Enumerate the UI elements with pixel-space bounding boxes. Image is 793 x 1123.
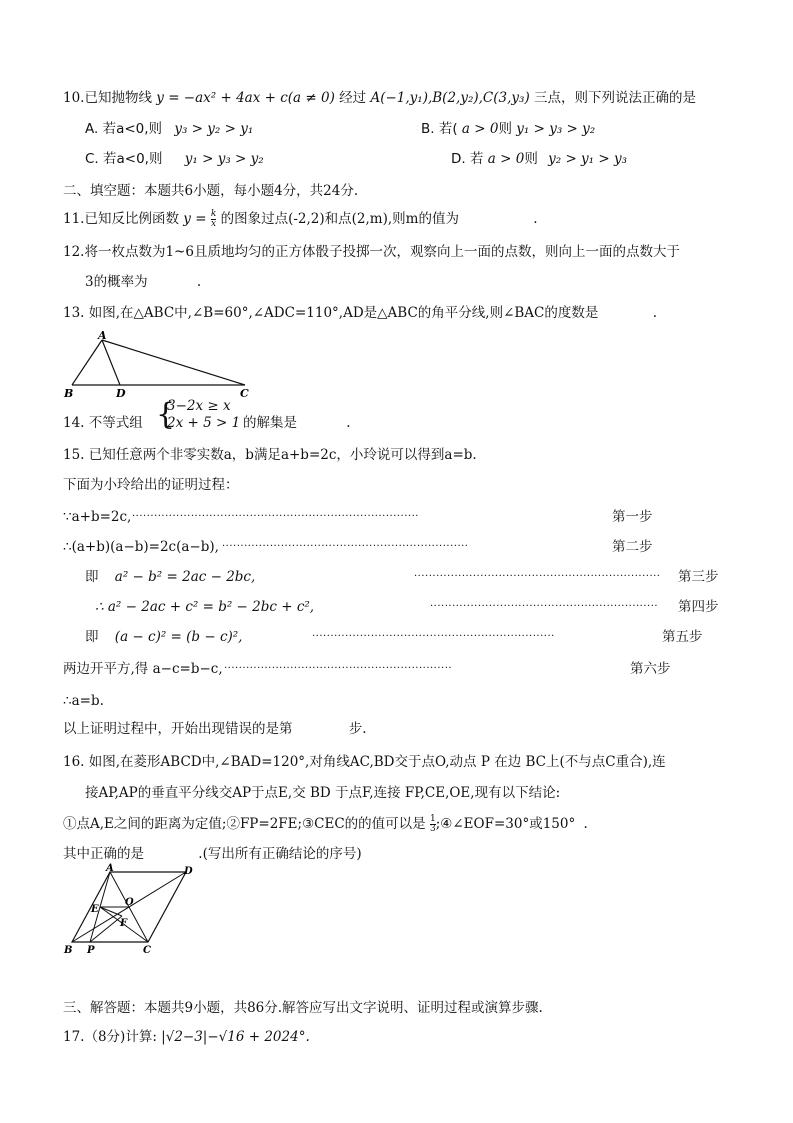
q15-step1-label: 第一步: [612, 509, 653, 525]
q12-line1: 12.将一枚点数为1~6且质地均匀的正方体骰子投掷一次，观察向上一面的点数，则向上一面的点数大于: [63, 244, 680, 260]
q15-step4-text: ∴ a² − 2ac + c² = b² − 2bc + c²,: [95, 599, 315, 615]
q16-fraction: $\frac{1}{3}$: [429, 814, 436, 834]
q16-label-p: P: [87, 945, 95, 956]
q13-bisector-ad: [102, 340, 120, 385]
q15-step3-text: 即 a² − b² = 2ac − 2bc,: [85, 569, 256, 585]
q10-option-a: A. 若a<0,则 y₃ > y₂ > y₁: [85, 121, 254, 137]
q15-step4-dots: ······························································: [430, 601, 659, 612]
q10-option-c: C. 若a<0,则 y₁ > y₃ > y₂: [85, 151, 264, 167]
q11: 11.已知反比例函数 y = $\frac{k}{x}$ 的图象过点(-2,2)和点(2,m),则m的值为 .: [63, 209, 538, 229]
q15-step3-label: 第三步: [678, 569, 719, 585]
q13-triangle-figure: [60, 330, 260, 402]
q15-line1: 15. 已知任意两个非零实数a，b满足a+b=2c，小玲说可以得到a=b.: [63, 447, 477, 463]
q13-label-a: A: [98, 330, 107, 342]
q14-prefix: 14. 不等式组: [63, 415, 143, 431]
q13-side-ab: [72, 340, 102, 385]
q15-step3-dots: ···································································: [414, 571, 661, 582]
section2-heading: 二、填空题：本题共6小题，每小题4分，共24分.: [63, 183, 359, 199]
q16-label-c: C: [143, 945, 151, 956]
q10-parabola-formula: y = −ax² + 4ax + c(a ≠ 0): [156, 90, 335, 106]
q10-option-d: D. 若 a > 0则 y₂ > y₁ > y₃: [451, 151, 628, 167]
q15-step6-dots: ······························································: [224, 663, 453, 674]
q14-suffix: 的解集是 .: [243, 415, 351, 431]
q16-line1: 16. 如图,在菱形ABCD中,∠BAD=120°,对角线AC,BD交于点O,动点 P 在边 BC上(不与点C重合),连: [63, 754, 666, 770]
q14-ineq1: 3−2x ≥ x: [167, 398, 231, 414]
q13-side-ac: [102, 340, 245, 385]
q15-step1-dots: ··············································································: [132, 511, 419, 522]
q16-label-o: O: [125, 897, 134, 908]
q13-text: 13. 如图,在△ABC中,∠B=60°,∠ADC=110°,AD是△ABC的角平分线,则∠BAC的度数是 .: [63, 305, 657, 321]
q16-label-a: A: [106, 863, 114, 874]
section3-heading: 三、解答题：本题共9小题，共86分.解答应写出文字说明、证明过程或演算步骤.: [63, 1000, 543, 1016]
q13-label-b: B: [64, 387, 74, 400]
q15-line2: 下面为小玲给出的证明过程：: [63, 477, 239, 493]
q16-label-d: D: [184, 866, 193, 877]
q15-step1-text: ∵a+b=2c,: [63, 509, 132, 525]
q16-label-b: B: [64, 945, 73, 956]
q10-stem: 10.已知抛物线 y = −ax² + 4ax + c(a ≠ 0) 经过 A(−1,y₁),B(2,y₂),C(3,y₃) 三点，则下列说法正确的是: [63, 90, 697, 106]
q16-label-e: E: [91, 904, 99, 915]
q15-step5-label: 第五步: [662, 629, 703, 645]
q15-conclusion: ∴a=b.: [63, 693, 104, 709]
q16-rhombus-figure: [60, 862, 210, 958]
q16-label-f: F: [120, 918, 128, 929]
q15-step2-text: ∴(a+b)(a−b)=2c(a−b),: [63, 539, 219, 555]
q15-step2-dots: ···································································: [222, 541, 469, 552]
q15-step5-dots: ··································································: [312, 631, 555, 642]
q15-step5-text: 即 (a − c)² = (b − c)²,: [85, 629, 243, 645]
q11-fraction: $\frac{k}{x}$: [210, 209, 217, 229]
q14-ineq2: 2x + 5 > 1: [167, 415, 241, 431]
q15-step2-label: 第二步: [612, 539, 653, 555]
q10-option-b: B. 若( a > 0则 y₁ > y₃ > y₂: [421, 121, 596, 137]
q15-step6-label: 第六步: [630, 661, 671, 677]
q17: 17.（8分)计算: |√2−3|−√16 + 2024°.: [63, 1029, 310, 1045]
q14-brace: {: [156, 397, 176, 432]
q12-line2: 3的概率为 .: [85, 274, 202, 290]
q15-step6-text: 两边开平方,得 a−c=b−c,: [63, 661, 223, 677]
q15-question: 以上证明过程中，开始出现错误的是第 步.: [63, 721, 367, 737]
q16-line4: 其中正确的是 .(写出所有正确结论的序号): [63, 846, 362, 862]
q10-points: A(−1,y₁),B(2,y₂),C(3,y₃): [370, 90, 530, 106]
q15-step4-label: 第四步: [678, 599, 719, 615]
q16-line3: ①点A,E之间的距离为定值;②FP=2FE;③CEC的的值可以是 $\frac{1}{3}$ ;④∠EOF=30°或150° .: [63, 814, 588, 834]
q13-label-d: D: [116, 387, 126, 400]
q13-label-c: C: [240, 387, 249, 400]
q16-line2: 接AP,AP的垂直平分线交AP于点E,交 BD 于点F,连接 FP,CE,OE,现有以下结论:: [85, 785, 561, 801]
